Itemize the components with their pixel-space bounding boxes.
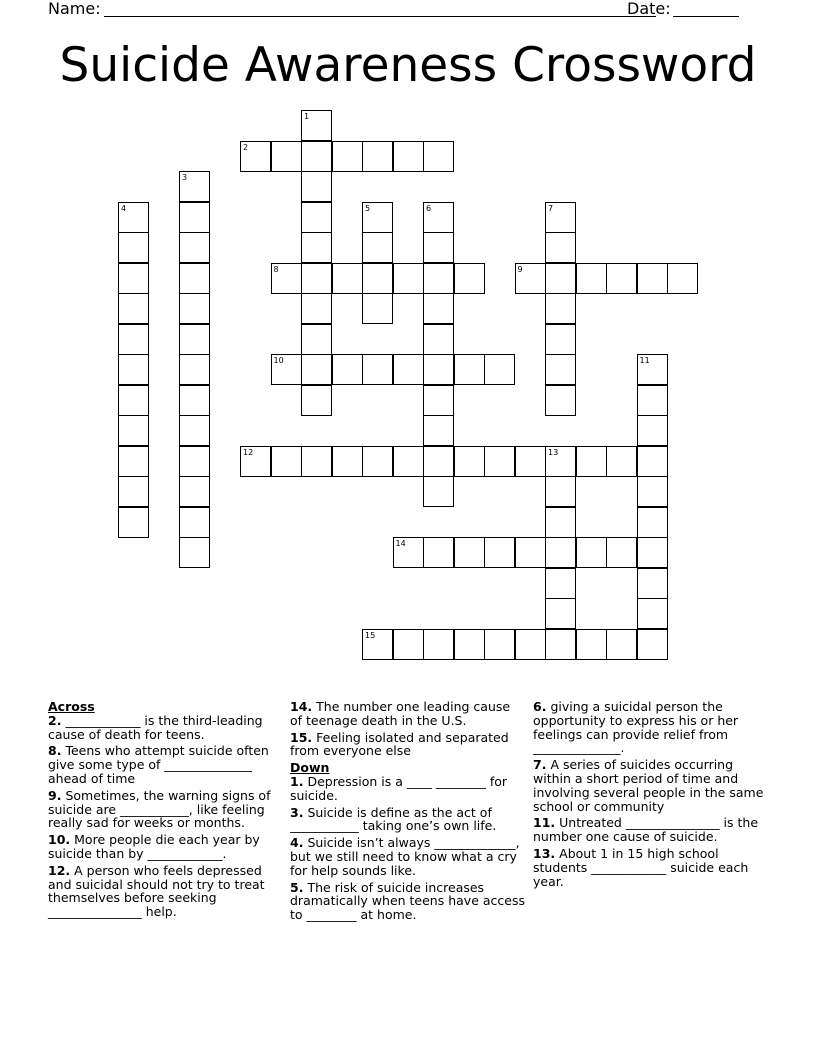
- grid-cell[interactable]: [484, 537, 515, 568]
- grid-cell[interactable]: [301, 202, 332, 233]
- grid-cell[interactable]: [484, 629, 515, 660]
- grid-cell[interactable]: [118, 354, 149, 385]
- grid-cell[interactable]: [423, 476, 454, 507]
- grid-cell[interactable]: [301, 354, 332, 385]
- clue-across-9: 9. Sometimes, the warning signs of suicide are ___________, like feeling really sad for weeks or months.: [48, 787, 271, 831]
- grid-cell[interactable]: [423, 415, 454, 446]
- grid-cell[interactable]: [118, 385, 149, 416]
- clues-column-2: [290, 700, 525, 925]
- cell-number: 8: [273, 264, 279, 274]
- grid-cell[interactable]: [271, 354, 302, 385]
- grid-cell[interactable]: [545, 354, 576, 385]
- grid-cell[interactable]: [362, 293, 393, 324]
- grid-cell[interactable]: [545, 629, 576, 660]
- puzzle-title: Suicide Awareness Crossword: [59, 38, 757, 93]
- clue-down-6: 6. giving a suicidal person the opportunity to express his or her feelings can provide relief from ______________.: [533, 699, 739, 756]
- grid-cell[interactable]: [454, 629, 485, 660]
- grid-cell[interactable]: [423, 263, 454, 294]
- grid-cell[interactable]: [515, 629, 546, 660]
- grid-cell[interactable]: [515, 263, 546, 294]
- grid-cell[interactable]: [545, 202, 576, 233]
- grid-cell[interactable]: [637, 629, 668, 660]
- grid-cell[interactable]: [637, 537, 668, 568]
- grid-cell[interactable]: [545, 324, 576, 355]
- grid-cell[interactable]: [576, 446, 607, 477]
- clue-down-4: 4. Suicide isn’t always _____________, but we still need to know what a cry for help sounds like.: [290, 835, 520, 878]
- grid-cell[interactable]: [271, 446, 302, 477]
- clue-across-8: 8. Teens who attempt suicide often give some type of ______________ ahead of time: [48, 743, 269, 786]
- grid-cell[interactable]: [179, 263, 210, 294]
- grid-cell[interactable]: [545, 446, 576, 477]
- grid-cell[interactable]: [606, 263, 637, 294]
- grid-cell[interactable]: [545, 598, 576, 629]
- clue-across-10: 10. More people die each year by suicide than by ____________.: [48, 832, 260, 861]
- down-heading: Down: [290, 760, 330, 776]
- cell-number: 4: [121, 203, 127, 213]
- grid-cell[interactable]: [637, 598, 668, 629]
- grid-cell[interactable]: [179, 232, 210, 263]
- grid-cell[interactable]: [454, 446, 485, 477]
- grid-cell[interactable]: [423, 324, 454, 355]
- grid-cell[interactable]: [118, 324, 149, 355]
- grid-cell[interactable]: [332, 141, 363, 172]
- cell-number: 7: [548, 203, 554, 213]
- grid-cell[interactable]: [606, 446, 637, 477]
- grid-cell[interactable]: [393, 446, 424, 477]
- grid-cell[interactable]: [454, 537, 485, 568]
- grid-cell[interactable]: [179, 537, 210, 568]
- grid-cell[interactable]: [606, 629, 637, 660]
- grid-cell[interactable]: [362, 263, 393, 294]
- grid-cell[interactable]: [637, 507, 668, 538]
- grid-cell[interactable]: [576, 537, 607, 568]
- grid-cell[interactable]: [515, 537, 546, 568]
- grid-cell[interactable]: [179, 446, 210, 477]
- grid-cell[interactable]: [118, 507, 149, 538]
- grid-cell[interactable]: [637, 415, 668, 446]
- grid-cell[interactable]: [423, 446, 454, 477]
- grid-cell[interactable]: [362, 232, 393, 263]
- grid-cell[interactable]: [545, 385, 576, 416]
- cell-number: 6: [426, 203, 432, 213]
- grid-cell[interactable]: [332, 263, 363, 294]
- grid-cell[interactable]: [545, 232, 576, 263]
- clues-column-3: [533, 700, 768, 891]
- grid-cell[interactable]: [423, 202, 454, 233]
- grid-cell[interactable]: [637, 263, 668, 294]
- grid-cell[interactable]: [362, 629, 393, 660]
- grid-cell[interactable]: [332, 446, 363, 477]
- clue-across-12: 12. A person who feels depressed and suicidal should not try to treat themselves before seeking _______________ help.: [48, 862, 265, 920]
- grid-cell[interactable]: [179, 476, 210, 507]
- grid-cell[interactable]: [423, 232, 454, 263]
- grid-cell[interactable]: [271, 263, 302, 294]
- grid-cell[interactable]: [637, 568, 668, 599]
- cell-number: 9: [517, 264, 523, 274]
- grid-cell[interactable]: [118, 232, 149, 263]
- grid-cell[interactable]: [454, 354, 485, 385]
- cell-number: 1: [304, 112, 310, 121]
- grid-cell[interactable]: [179, 171, 210, 202]
- grid-cell[interactable]: [301, 110, 332, 141]
- date-label: Date:: [627, 0, 671, 18]
- clue-down-13: 13. About 1 in 15 high school students ____________ suicide each year.: [533, 845, 749, 889]
- grid-cell[interactable]: [118, 446, 149, 477]
- clues-column-1: [48, 700, 283, 922]
- clue-down-7: 7. A series of suicides occurring within a short period of time and involving several people in the same school or community: [533, 757, 764, 814]
- cell-number: 13: [548, 447, 559, 457]
- cell-number: 11: [639, 356, 650, 365]
- grid-cell[interactable]: [393, 537, 424, 568]
- grid-cell[interactable]: [179, 293, 210, 324]
- grid-cell[interactable]: [637, 476, 668, 507]
- grid-cell[interactable]: [545, 293, 576, 324]
- clue-down-3: 3. Suicide is define as the act of ___________ taking one’s own life.: [290, 804, 497, 834]
- grid-cell[interactable]: [393, 354, 424, 385]
- grid-cell[interactable]: [362, 141, 393, 172]
- grid-cell[interactable]: [179, 202, 210, 233]
- grid-cell[interactable]: [240, 141, 271, 172]
- grid-cell[interactable]: [423, 141, 454, 172]
- grid-cell[interactable]: [393, 629, 424, 660]
- grid-cell[interactable]: [545, 263, 576, 294]
- grid-cell[interactable]: [423, 537, 454, 568]
- clue-down-5: 5. The risk of suicide increases dramatically when teens have access to ________ at home.: [290, 879, 525, 923]
- name-label: Name:: [48, 0, 101, 18]
- grid-cell[interactable]: [545, 476, 576, 507]
- cell-number: 5: [365, 203, 371, 213]
- grid-cell[interactable]: [179, 385, 210, 416]
- grid-cell[interactable]: [240, 446, 271, 477]
- clue-across-14: 14. The number one leading cause of teenage death in the U.S.: [290, 699, 511, 728]
- grid-cell[interactable]: [393, 263, 424, 294]
- cell-number: 3: [182, 173, 188, 182]
- grid-cell[interactable]: [301, 385, 332, 416]
- grid-cell[interactable]: [118, 263, 149, 294]
- cell-number: 10: [273, 356, 284, 365]
- grid-cell[interactable]: [515, 446, 546, 477]
- grid-cell[interactable]: [301, 446, 332, 477]
- grid-cell[interactable]: [301, 293, 332, 324]
- grid-cell[interactable]: [423, 629, 454, 660]
- grid-cell[interactable]: [179, 415, 210, 446]
- grid-cell[interactable]: [179, 507, 210, 538]
- grid-cell[interactable]: [423, 354, 454, 385]
- grid-cell[interactable]: [332, 354, 363, 385]
- cell-number: 15: [365, 630, 376, 640]
- grid-cell[interactable]: [179, 354, 210, 385]
- grid-cell[interactable]: [576, 263, 607, 294]
- grid-cell[interactable]: [301, 171, 332, 202]
- grid-cell[interactable]: [454, 263, 485, 294]
- grid-cell[interactable]: [118, 476, 149, 507]
- cell-number: 2: [243, 142, 249, 152]
- grid-cell[interactable]: [545, 507, 576, 538]
- grid-cell[interactable]: [637, 385, 668, 416]
- grid-cell[interactable]: [423, 293, 454, 324]
- grid-cell[interactable]: [179, 324, 210, 355]
- clue-down-11: 11. Untreated _______________ is the number one cause of suicide.: [533, 815, 759, 845]
- grid-cell[interactable]: [393, 141, 424, 172]
- grid-cell[interactable]: [667, 263, 698, 294]
- grid-cell[interactable]: [362, 354, 393, 385]
- grid-cell[interactable]: [118, 293, 149, 324]
- grid-cell[interactable]: [301, 232, 332, 263]
- grid-cell[interactable]: [545, 568, 576, 599]
- grid-cell[interactable]: [301, 263, 332, 294]
- clue-down-1: 1. Depression is a ____ ________ for suicide.: [290, 773, 508, 803]
- grid-cell[interactable]: [606, 537, 637, 568]
- grid-cell[interactable]: [637, 354, 668, 385]
- clue-across-15: 15. Feeling isolated and separated from everyone else: [290, 729, 509, 759]
- grid-cell[interactable]: [362, 202, 393, 233]
- grid-cell[interactable]: [545, 537, 576, 568]
- grid-cell[interactable]: [301, 141, 332, 172]
- grid-cell[interactable]: [484, 354, 515, 385]
- grid-cell[interactable]: [637, 446, 668, 477]
- cell-number: 12: [243, 447, 254, 457]
- grid-cell[interactable]: [423, 385, 454, 416]
- grid-cell[interactable]: [301, 324, 332, 355]
- clues-section: [0, 700, 816, 1000]
- grid-cell[interactable]: [271, 141, 302, 172]
- cell-number: 14: [395, 539, 406, 548]
- grid-cell[interactable]: [118, 415, 149, 446]
- grid-cell[interactable]: [576, 629, 607, 660]
- clue-across-2: 2. ____________ is the third-leading cause of death for teens.: [48, 712, 263, 742]
- grid-cell[interactable]: [484, 446, 515, 477]
- grid-cell[interactable]: [362, 446, 393, 477]
- grid-cell[interactable]: [118, 202, 149, 233]
- across-heading: Across: [48, 699, 95, 714]
